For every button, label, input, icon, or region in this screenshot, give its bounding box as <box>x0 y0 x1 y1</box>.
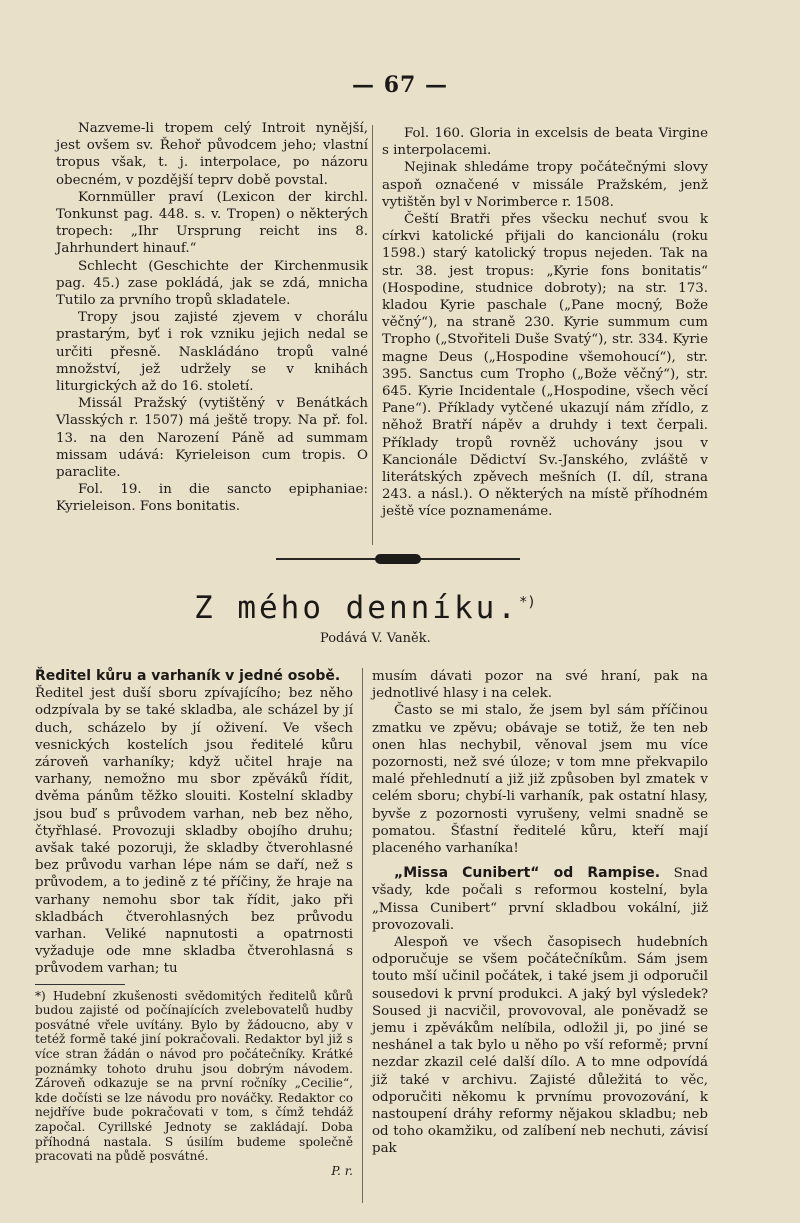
paragraph: Často se mi stalo, že jsem byl sám příčinou zmatku ve zpěvu; obávaje se totiž, že ten neb onen hlas nechybil, věnoval jsem mu více pozornosti, než své úloze; v tom mne překvapilo malé přehlednutí a již již způsoben byl zmatek v celém sboru; chybí-li varhaník, pak ostatní hlasy, byvše z pozornosti vyrušeny, velmi snadně se pomatou. Šťastní ředitelé kůru, kteří mají placeného varhaníka! <box>372 703 708 857</box>
paragraph: Alespoň ve všech časopisech hudebních odporučuje se všem počátečníkům. Sám jsem touto mší učinil počátek, i také jsem ji odporučil sousedovi k první produkci. A jaký byl výsledek? Soused ji nacvičil, provovoval, ale poněvadž se jemu i zpěvákům nelíbila, odložil ji, po jiné se neshánel a tak bylo u něho po vší reformě; první nezdar zkazil celé další dílo. A to mne odpovídá již také v archivu. Zajisté důležitá to věc, odporučiti někomu k prvnímu provozování, k nastoupení dráhy reformy nějakou skladbu; neb od toho okamžiku, od zalíbení neb nechuti, závisí pak <box>372 935 708 1157</box>
paragraph: Tropy jsou zajisté zjevem v chorálu prastarým, byť i rok vzniku jejich nedal se určiti přesně. Naskládáno tropů valné množství, jež udržely se v knihách liturgických až do 16. století. <box>56 310 368 395</box>
footnote-mark: *) <box>35 988 46 1003</box>
paragraph: Kornmüller praví (Lexicon der kirchl. Tonkunst pag. 448. s. v. Tropen) o některých tropech: „Ihr Ursprung reicht ins 8. Jahrhundert hinauf.“ <box>56 189 368 257</box>
section-title-text: Z mého denníku. <box>194 590 519 626</box>
right-column <box>382 125 708 521</box>
column-divider <box>362 668 363 1203</box>
footnote-text: Hudební zkušenosti svědomitých ředitelů kůrů budou zajisté od počínajících zvelebovatelů hudby posvátné vřele uvítány. Bylo by žádoucno, aby v tetéž formě také jiní pokračovali. Redaktor byl již s více stran žádán o návod pro počátečníky. Krátké poznámky tohoto druhu jsou dobrým návodem. Zároveň odkazuje se na první ročníky „Cecilie“, kde dočísti se lze návodu pro nováčky. Redaktor co nejdříve bude pokračovati v tom, s čímž tehdáž započal. Cyrillské Jednoty se zakládají. Doba příhodná nastala. S úsilím budeme společně pracovati na půdě posvátné. <box>35 988 353 1164</box>
paragraph-text: Snad všady, kde počali s reformou kostelní, byla „Missa Cunibert“ první skladbou vokální, již provozovali. <box>372 866 708 933</box>
paragraph: Fol. 160. Gloria in excelsis de beata Virgine s interpolacemi. <box>382 126 708 159</box>
paragraph: Schlecht (Geschichte der Kirchenmusik pag. 45.) zase pokládá, jak se zdá, mnicha Tutilo za prvního tropů skladatele. <box>56 258 368 309</box>
paragraph: Nejinak shledáme tropy počátečnými slovy aspoň označené v missále Pražském, jenž vytištěn byl v Norimberce r. 1508. <box>382 160 708 210</box>
paragraph: Nazveme-li tropem celý Introit nynější, jest ovšem sv. Řehoř původcem jeho; vlastní tropus však, t. j. interpolace, po názoru obecném, v pozdější teprv době povstal. <box>56 121 368 188</box>
paragraph: Ředitel jest duší sboru zpívajícího; bez něho odzpívala by se také skladba, ale scházel by jí duch, scházelo by jí oživení. Ve všech vesnických kostelích jsou ředitelé kůru zároveň varhaníky; když učitel hraje na varhany, nemožno mu sbor zpěváků řídit, dvěma pánům těžko slouiti. Kostelní skladby jsou buď s průvodem varhan, neb bez něho, čtyřhlasé. Provozuji skladby obojího druhu; avšak také pozoruji, že skladby čtverohlasné bez průvodu varhan lépe nám se daří, než s průvodem, a to jedině z té příčiny, že hraje na varhany nemohu sbor tak řídit, jako při skladbách čtverohlasných bez průvodu varhan. Veliké napnutosti a opatrnosti vyžaduje ode mne skladba čtverohlasná s průvodem varhan; tu <box>35 686 353 977</box>
column-divider <box>372 125 373 545</box>
byline: Podává V. Vaněk. <box>320 631 431 646</box>
paragraph: musím dávati pozor na své hraní, pak na jednotlivé hlasy i na celek. <box>372 669 708 702</box>
footnote-signature: P. r. <box>331 1163 353 1178</box>
footnote <box>35 989 353 1179</box>
article-right-column <box>372 668 708 1158</box>
paragraph <box>372 865 708 934</box>
article-heading: Ředitel kůru a varhaník v jedné osobě. <box>35 668 341 684</box>
article-left-column <box>35 668 353 1178</box>
paragraph: Čeští Bratři přes všecku nechuť svou k církvi katolické přijali do kancionálu (roku 1598.) starý katolický tropus nejeden. Tak na str. 38. jest tropus: „Kyrie fons bonitatis“ (Hospodine, studnice dobroty); na str. 173. kladou Kyrie paschale („Pane mocný, Bože věčný“), na straně 230. Kyrie summum cum Tropho („Stvořiteli Duše Svatý“), str. 334. Kyrie magne Deus („Hospodine všemohoucí“), str. 395. Sanctus cum Tropho („Bože věčný“), str. 645. Kyrie Incidentale („Hospodine, všech věcí Pane“). Příklady vytčené ukazují nám zřídlo, z něhož Bratří nápěv a druhdy i text čerpali. Příklady tropů rovněž uchovány jsou v Kancionále Dědictví Sv.-Janského, zvláště v literátských zpěvech mešních (I. díl, strana 243. a násl.). O některých na místě příhodném ještě více poznamenáme. <box>382 212 708 520</box>
page-number: — 67 — <box>352 72 448 98</box>
paragraph: Fol. 19. in die sancto epiphaniae: Kyrieleison. Fons bonitatis. <box>56 482 368 515</box>
footnote-mark: *) <box>518 594 536 611</box>
separator-ornament-icon <box>375 554 421 564</box>
article-heading: „Missa Cunibert“ od Rampise. <box>394 865 661 882</box>
paragraph: Missál Pražský (vytištěný v Benátkách Vlasských r. 1507) má ještě tropy. Na př. fol. 13. na den Narození Páně ad summam missam udává: Kyrieleison cum tropis. O paraclite. <box>56 396 368 481</box>
section-title <box>194 590 536 626</box>
footnote-rule <box>35 984 125 985</box>
left-column <box>56 120 368 516</box>
